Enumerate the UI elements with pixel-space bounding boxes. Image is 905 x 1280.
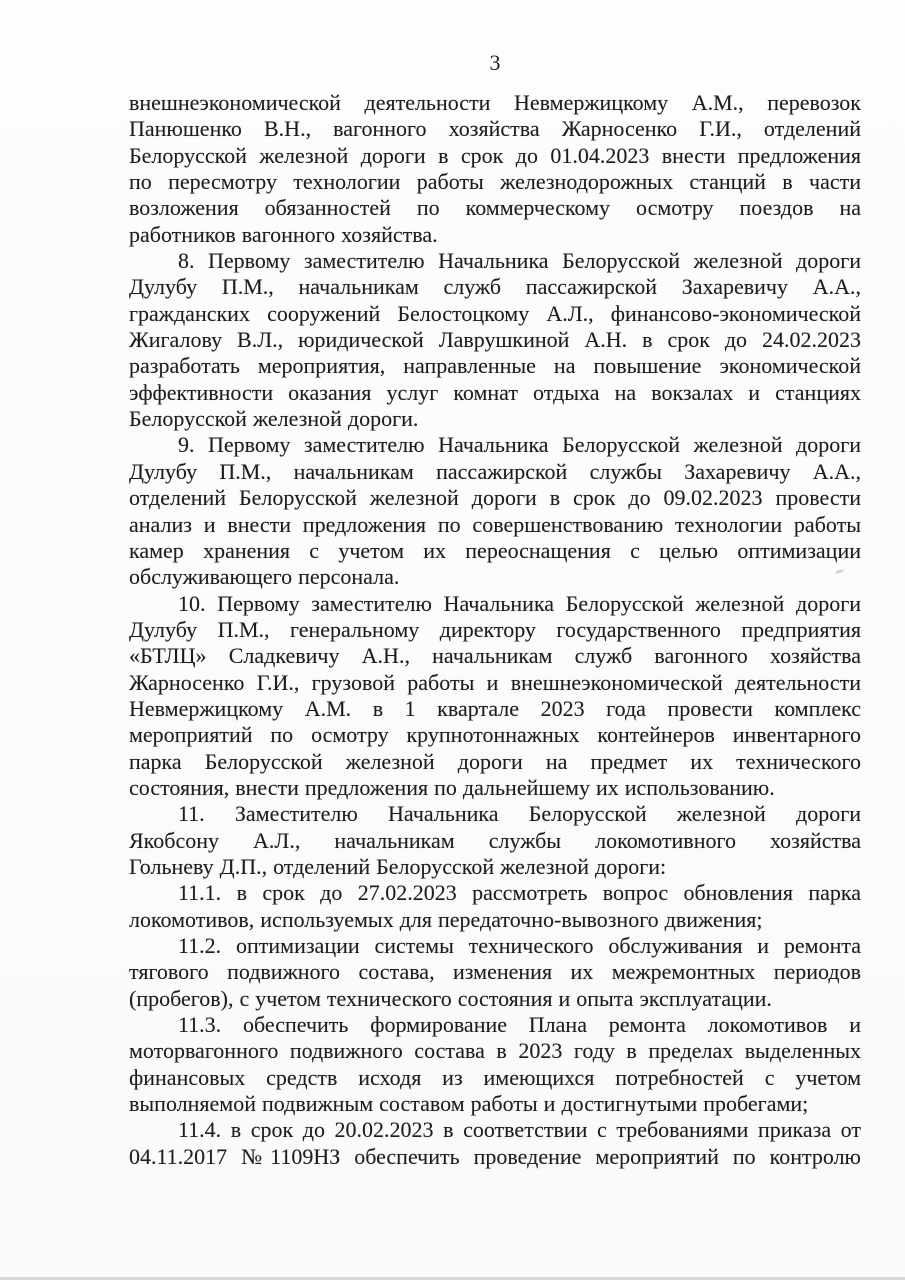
text-line: 11.4. в срок до 20.02.2023 в соответствии с требованиями приказа от <box>178 1117 861 1143</box>
text-line: тягового подвижного состава, изменения их межремонтных периодов <box>129 959 861 985</box>
text-line: камер хранения с учетом их переоснащения с целью оптимизации <box>129 537 861 563</box>
text-line: эффективности оказания услуг комнат отдыха на вокзалах и станциях <box>129 379 861 405</box>
text-line: Гольневу Д.П., отделений Белорусской железной дороги: <box>129 853 667 879</box>
text-line: Жигалову В.Л., юридической Лаврушкиной А.Н. в срок до 24.02.2023 <box>129 327 861 353</box>
text-line: Дулубу П.М., начальникам пассажирской службы Захаревичу А.А., <box>129 458 861 484</box>
text-line: 8. Первому заместителю Начальника Белорусской железной дороги <box>178 248 861 274</box>
text-line: 11.1. в срок до 27.02.2023 рассмотреть вопрос обновления парка <box>178 880 861 906</box>
text-line: внешнеэкономической деятельности Невмержицкому А.М., перевозок <box>129 90 861 115</box>
text-line: Якобсону А.Л., начальникам службы локомотивного хозяйства <box>129 827 861 853</box>
text-line: «БТЛЦ» Сладкевичу А.Н., начальникам служб вагонного хозяйства <box>129 643 861 669</box>
text-line: 9. Первому заместителю Начальника Белорусской железной дороги <box>178 432 861 458</box>
text-line: возложения обязанностей по коммерческому осмотру поездов на <box>129 195 861 221</box>
text-line: 11. Заместителю Начальника Белорусской железной дороги <box>178 801 861 827</box>
text-line: анализ и внести предложения по совершенствованию технологии работы <box>129 511 861 537</box>
page-content <box>129 50 861 1170</box>
text-line: (пробегов), с учетом технического состояния и опыта эксплуатации. <box>129 985 772 1011</box>
text-line: отделений Белорусской железной дороги в срок до 09.02.2023 провести <box>129 485 861 511</box>
text-line: парка Белорусской железной дороги на предмет их технического <box>129 748 861 774</box>
text-line: 04.11.2017 №1109НЗ обеспечить проведение мероприятий по контролю <box>129 1143 861 1169</box>
text-line: мероприятий по осмотру крупнотоннажных контейнеров инвентарного <box>129 722 861 748</box>
text-line: работников вагонного хозяйства. <box>129 221 438 247</box>
text-line: Белорусской железной дороги в срок до 01.04.2023 внести предложения <box>129 142 861 168</box>
text-line: Дулубу П.М., начальникам служб пассажирской Захаревичу А.А., <box>129 274 861 300</box>
text-line: Невмержицкому А.М. в 1 квартале 2023 года провести комплекс <box>129 695 861 721</box>
text-line: гражданских сооружений Белостоцкому А.Л., финансово-экономической <box>129 300 861 326</box>
text-line: финансовых средств исходя из имеющихся потребностей с учетом <box>129 1064 861 1090</box>
text-line: выполняемой подвижным составом работы и достигнутыми пробегами; <box>129 1091 809 1117</box>
text-line: обслуживающего персонала. <box>129 564 400 590</box>
document-body <box>129 90 861 1170</box>
text-line: Панюшенко В.Н., вагонного хозяйства Жарносенко Г.И., отделений <box>129 116 861 142</box>
text-line: разработать мероприятия, направленные на повышение экономической <box>129 353 861 379</box>
text-line: Дулубу П.М., генеральному директору государственного предприятия <box>129 616 861 642</box>
text-line: локомотивов, используемых для передаточно-вывозного движения; <box>129 906 763 932</box>
text-line: 10. Первому заместителю Начальника Белорусской железной дороги <box>178 590 861 616</box>
text-line: 11.3. обеспечить формирование Плана ремонта локомотивов и <box>178 1012 861 1038</box>
text-line: 11.2. оптимизации системы технического обслуживания и ремонта <box>178 933 861 958</box>
text-line: Жарносенко Г.И., грузовой работы и внешнеэкономической деятельности <box>129 669 861 695</box>
text-line: моторвагонного подвижного состава в 2023 году в пределах выделенных <box>129 1038 861 1064</box>
text-line: по пересмотру технологии работы железнодорожных станций в части <box>129 169 861 195</box>
text-line: состояния, внести предложения по дальнейшему их использованию. <box>129 774 775 800</box>
page-number: 3 <box>489 50 501 75</box>
text-line: Белорусской железной дороги. <box>129 406 419 432</box>
